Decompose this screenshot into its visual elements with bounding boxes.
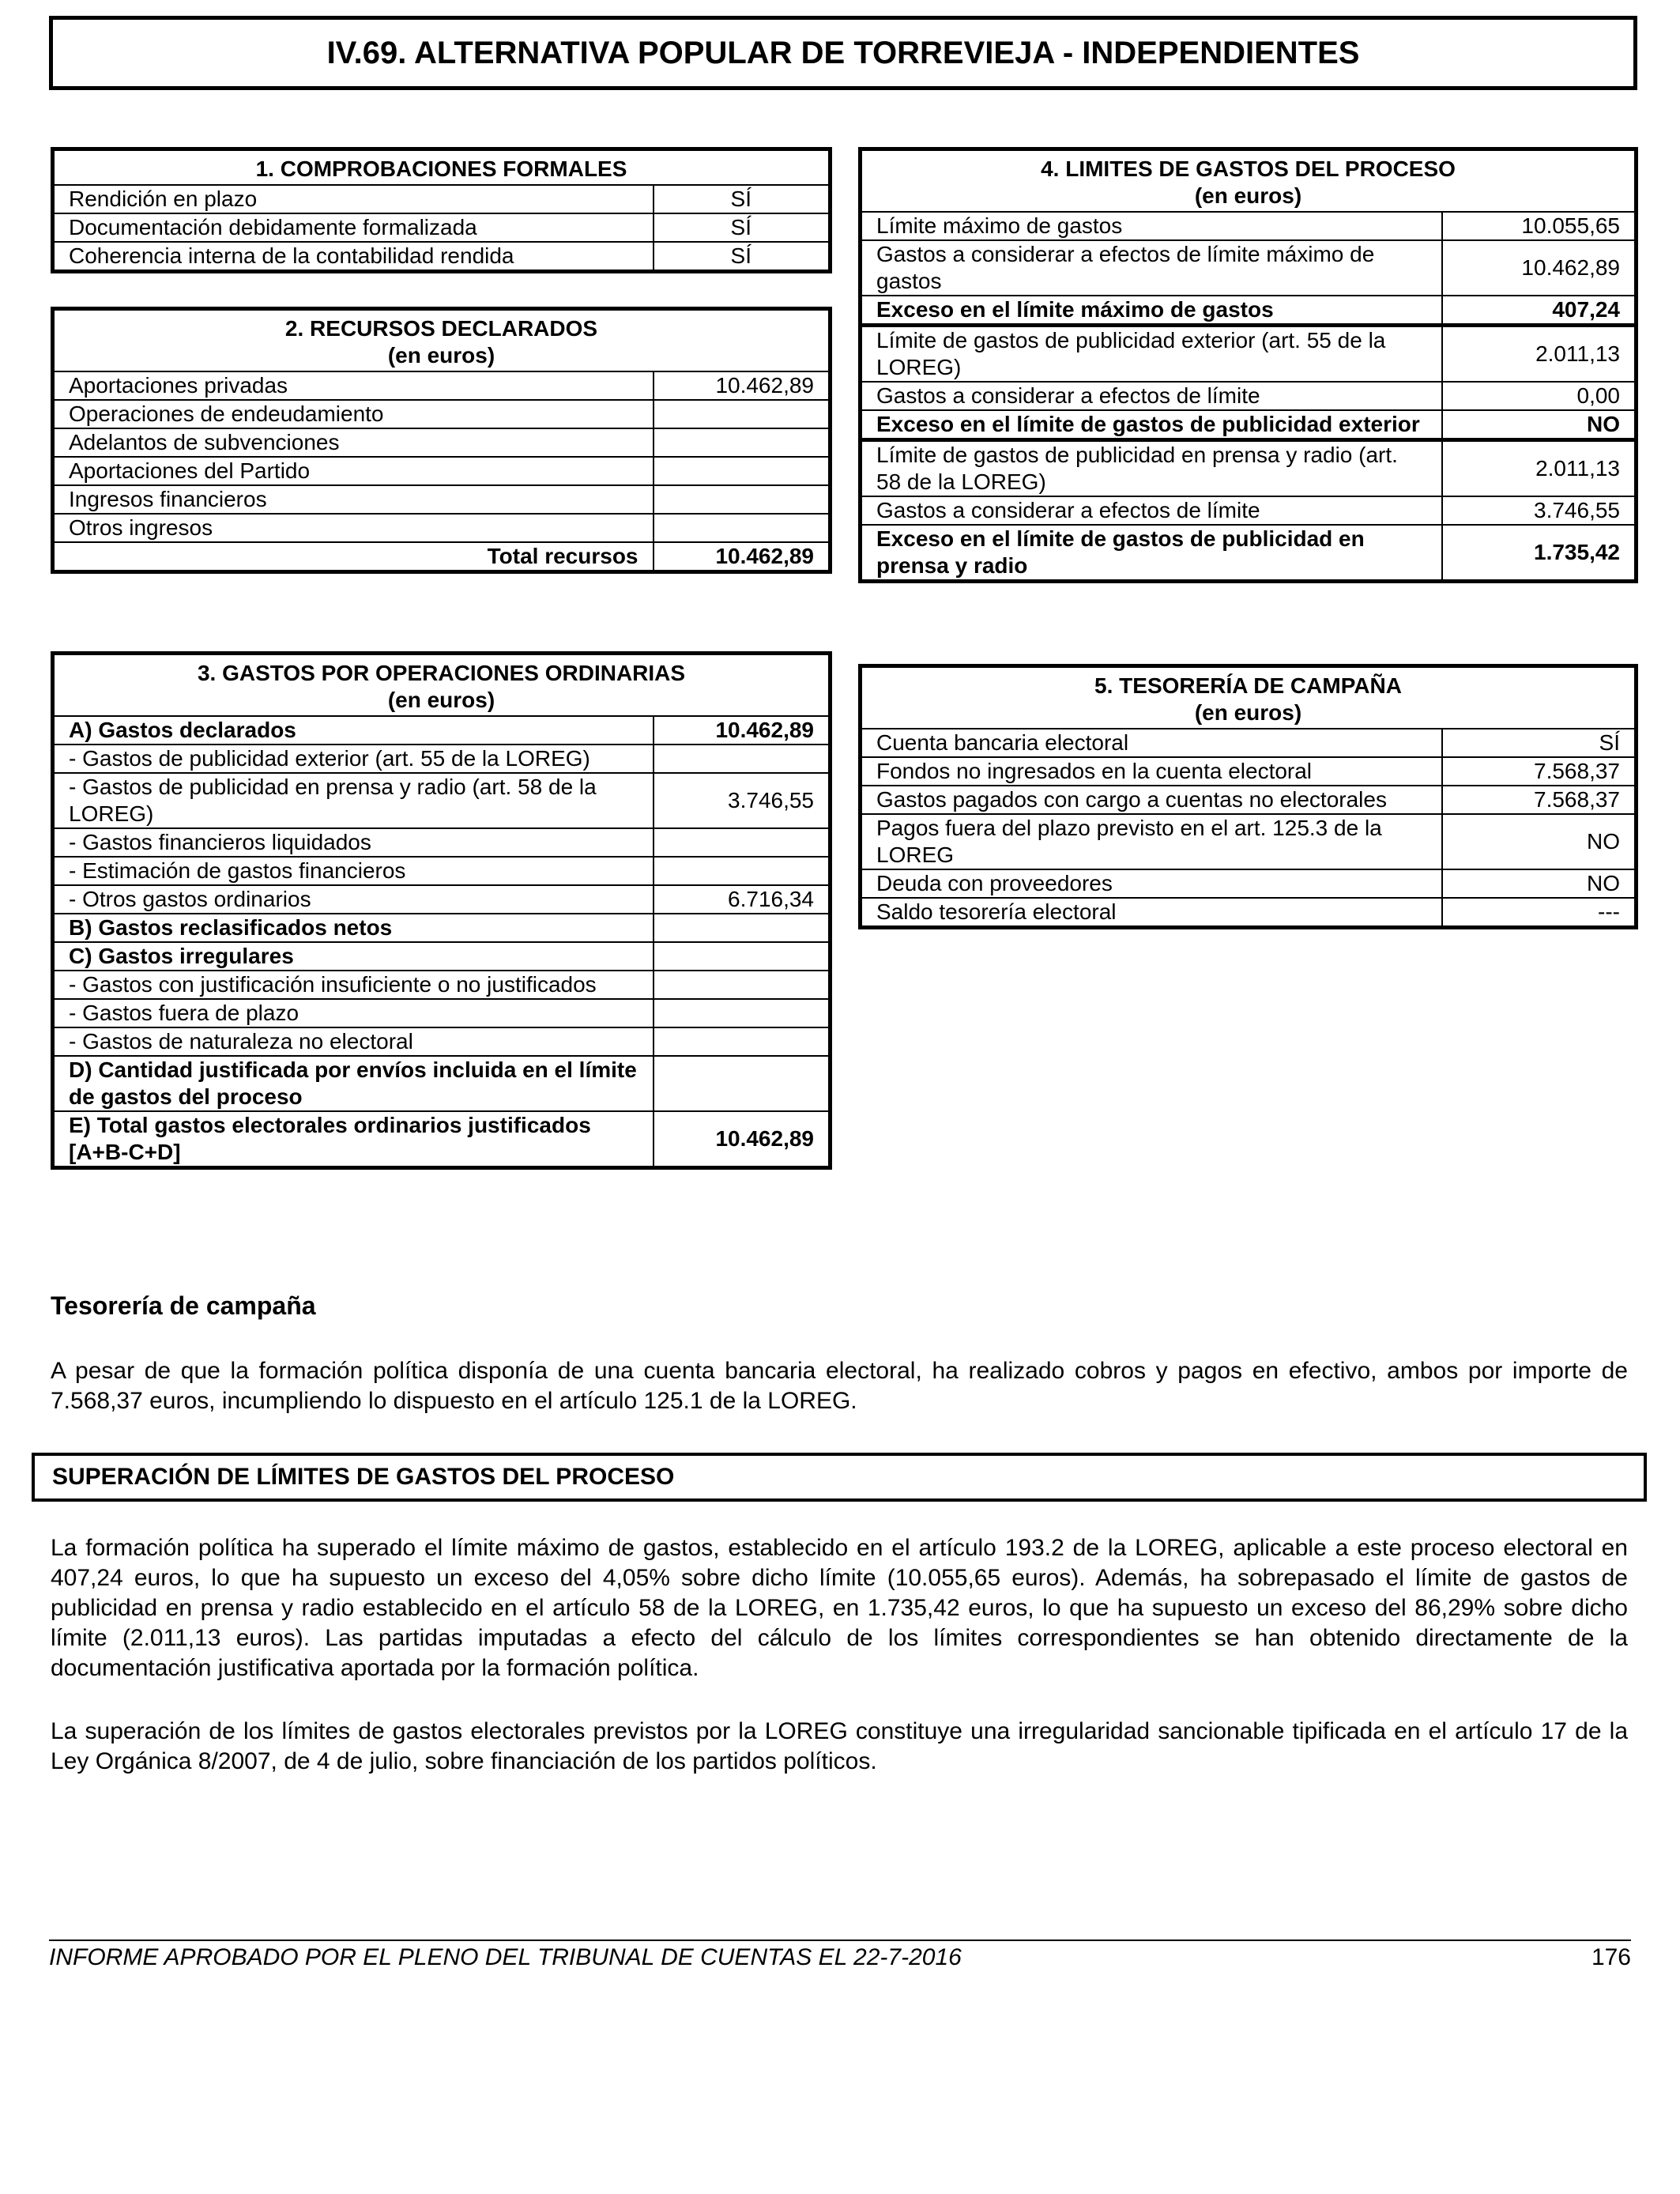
superacion-heading: SUPERACIÓN DE LÍMITES DE GASTOS DEL PROCESO — [32, 1453, 1647, 1502]
table-row — [53, 1027, 831, 1056]
footer-divider — [49, 1940, 1631, 1941]
row-value: 10.462,89 — [654, 1111, 831, 1168]
table-row — [53, 885, 831, 914]
row-label: Rendición en plazo — [53, 185, 654, 213]
table-row — [53, 1056, 831, 1111]
row-label: Gastos pagados con cargo a cuentas no electorales — [861, 786, 1442, 814]
row-value: SÍ — [654, 185, 831, 213]
row-label: - Gastos financieros liquidados — [53, 828, 654, 857]
row-value — [654, 1056, 831, 1111]
row-label: C) Gastos irregulares — [53, 942, 654, 971]
table-row — [53, 213, 831, 242]
table-row — [53, 971, 831, 999]
row-value — [654, 914, 831, 942]
row-value: 10.462,89 — [1442, 240, 1637, 296]
row-label: D) Cantidad justificada por envíos incluida en el límite de gastos del proceso — [53, 1056, 654, 1111]
table-row — [53, 485, 831, 514]
row-value: 10.462,89 — [654, 371, 831, 400]
table-row — [861, 410, 1637, 440]
table-row — [861, 814, 1637, 869]
superacion-paragraph-1: La formación política ha superado el límite máximo de gastos, establecido en el artículo 193.2 de la LOREG, aplicable a este proceso electoral en 407,24 euros, lo que ha supuesto un exceso del 4,05% sobre dicho límite (10.055,65 euros). Además, ha sobrepasado el límite de gastos de publicidad en prensa y radio establecido en el artículo 58 de la LOREG, en 1.735,42 euros, lo que ha supuesto un exceso del 86,29% sobre dicho límite (2.011,13 euros). Las partidas imputadas a efecto del cálculo de los límites correspondientes se han obtenido directamente de la documentación justificativa aportada por la formación política. — [51, 1535, 1628, 1681]
row-label: Operaciones de endeudamiento — [53, 400, 654, 428]
row-label: E) Total gastos electorales ordinarios justificados [A+B-C+D] — [53, 1111, 654, 1168]
table-row — [53, 999, 831, 1027]
table-row — [53, 942, 831, 971]
row-value: --- — [1442, 898, 1637, 928]
row-label: Ingresos financieros — [53, 485, 654, 514]
table-recursos-declarados — [51, 307, 832, 574]
row-value: NO — [1442, 814, 1637, 869]
total-value: 10.462,89 — [654, 542, 831, 572]
row-value — [654, 457, 831, 485]
row-value: NO — [1442, 410, 1637, 440]
table-gastos-ordinarios — [51, 651, 832, 1170]
table-total-row — [53, 542, 831, 572]
row-value: 1.735,42 — [1442, 525, 1637, 582]
table-row — [53, 457, 831, 485]
row-value — [654, 857, 831, 885]
table-row — [53, 773, 831, 828]
page-title: IV.69. ALTERNATIVA POPULAR DE TORREVIEJA - INDEPENDIENTES — [49, 16, 1637, 90]
row-label: Otros ingresos — [53, 514, 654, 542]
table-row — [53, 745, 831, 773]
row-value: SÍ — [654, 242, 831, 272]
row-label: Gastos a considerar a efectos de límite — [861, 496, 1442, 525]
row-value — [654, 400, 831, 428]
row-value: 0,00 — [1442, 382, 1637, 410]
row-label: Adelantos de subvenciones — [53, 428, 654, 457]
table-row — [861, 869, 1637, 898]
total-label: Total recursos — [53, 542, 654, 572]
row-value: 407,24 — [1442, 296, 1637, 326]
row-label: Exceso en el límite máximo de gastos — [861, 296, 1442, 326]
table-row — [861, 296, 1637, 326]
row-value: 7.568,37 — [1442, 757, 1637, 786]
table-row — [53, 428, 831, 457]
row-value — [654, 428, 831, 457]
table-row — [53, 1111, 831, 1168]
row-value: 3.746,55 — [1442, 496, 1637, 525]
superacion-paragraph-2: La superación de los límites de gastos electorales previstos por la LOREG constituye una irregularidad sancionable tipificada en el artículo 17 de la Ley Orgánica 8/2007, de 4 de julio, sobre financiación de los partidos políticos. — [51, 1718, 1628, 1774]
footer — [49, 1944, 1631, 1971]
row-label: - Gastos con justificación insuficiente o no justificados — [53, 971, 654, 999]
table-header: 3. GASTOS POR OPERACIONES ORDINARIAS (en euros) — [53, 654, 831, 717]
row-value — [654, 999, 831, 1027]
row-label: - Gastos de publicidad en prensa y radio (art. 58 de la LOREG) — [53, 773, 654, 828]
table-row — [53, 514, 831, 542]
row-value: 2.011,13 — [1442, 326, 1637, 383]
table-row — [53, 185, 831, 213]
table-row — [53, 242, 831, 272]
table-limites-gastos — [858, 147, 1638, 583]
row-label: Documentación debidamente formalizada — [53, 213, 654, 242]
row-label: Exceso en el límite de gastos de publicidad exterior — [861, 410, 1442, 440]
row-value — [654, 942, 831, 971]
table-row — [861, 240, 1637, 296]
row-value — [654, 971, 831, 999]
row-label: Aportaciones del Partido — [53, 457, 654, 485]
table-row — [861, 729, 1637, 757]
row-label: Saldo tesorería electoral — [861, 898, 1442, 928]
row-label: Límite de gastos de publicidad exterior (art. 55 de la LOREG) — [861, 326, 1442, 383]
table-row — [53, 716, 831, 745]
page-number: 176 — [1591, 1944, 1631, 1970]
row-label: Gastos a considerar a efectos de límite máximo de gastos — [861, 240, 1442, 296]
table-row — [53, 828, 831, 857]
table-header: 4. LIMITES DE GASTOS DEL PROCESO (en euros) — [861, 149, 1637, 213]
table-row — [861, 757, 1637, 786]
footer-text: INFORME APROBADO POR EL PLENO DEL TRIBUNAL DE CUENTAS EL 22-7-2016 — [49, 1944, 962, 1970]
row-label: - Otros gastos ordinarios — [53, 885, 654, 914]
row-label: - Gastos fuera de plazo — [53, 999, 654, 1027]
table-row — [861, 525, 1637, 582]
row-value — [654, 514, 831, 542]
row-value: NO — [1442, 869, 1637, 898]
row-value: 7.568,37 — [1442, 786, 1637, 814]
table-comprobaciones-formales — [51, 147, 832, 273]
table-header: 1. COMPROBACIONES FORMALES — [53, 149, 831, 186]
table-row — [861, 382, 1637, 410]
row-label: - Gastos de naturaleza no electoral — [53, 1027, 654, 1056]
row-value — [654, 828, 831, 857]
row-label: Deuda con proveedores — [861, 869, 1442, 898]
row-label: Pagos fuera del plazo previsto en el art. 125.3 de la LOREG — [861, 814, 1442, 869]
row-label: Límite máximo de gastos — [861, 212, 1442, 240]
row-value: 3.746,55 — [654, 773, 831, 828]
table-tesoreria-campana — [858, 664, 1638, 929]
table-row — [861, 440, 1637, 497]
row-value: SÍ — [1442, 729, 1637, 757]
table-row — [861, 212, 1637, 240]
row-value: 10.055,65 — [1442, 212, 1637, 240]
row-value — [654, 1027, 831, 1056]
table-row — [861, 326, 1637, 383]
table-header: 2. RECURSOS DECLARADOS (en euros) — [53, 309, 831, 372]
table-header: 5. TESORERÍA DE CAMPAÑA (en euros) — [861, 666, 1637, 729]
table-row — [53, 400, 831, 428]
row-value: 10.462,89 — [654, 716, 831, 745]
row-value — [654, 485, 831, 514]
row-label: - Gastos de publicidad exterior (art. 55 de la LOREG) — [53, 745, 654, 773]
row-value: 6.716,34 — [654, 885, 831, 914]
row-label: Cuenta bancaria electoral — [861, 729, 1442, 757]
row-label: A) Gastos declarados — [53, 716, 654, 745]
table-row — [861, 786, 1637, 814]
row-label: Coherencia interna de la contabilidad rendida — [53, 242, 654, 272]
row-label: Fondos no ingresados en la cuenta electoral — [861, 757, 1442, 786]
table-row — [861, 898, 1637, 928]
row-label: Exceso en el límite de gastos de publicidad en prensa y radio — [861, 525, 1442, 582]
table-row — [53, 857, 831, 885]
row-label: - Estimación de gastos financieros — [53, 857, 654, 885]
row-label: Límite de gastos de publicidad en prensa y radio (art. 58 de la LOREG) — [861, 440, 1442, 497]
tesoreria-paragraph: A pesar de que la formación política disponía de una cuenta bancaria electoral, ha realizado cobros y pagos en efectivo, ambos por importe de 7.568,37 euros, incumpliendo lo dispuesto en el artículo 125.1 de la LOREG. — [51, 1358, 1628, 1414]
row-value — [654, 745, 831, 773]
tesoreria-heading: Tesorería de campaña — [51, 1291, 316, 1320]
table-row — [53, 914, 831, 942]
table-row — [53, 371, 831, 400]
row-label: Aportaciones privadas — [53, 371, 654, 400]
row-value: SÍ — [654, 213, 831, 242]
table-row — [861, 496, 1637, 525]
row-label: B) Gastos reclasificados netos — [53, 914, 654, 942]
row-value: 2.011,13 — [1442, 440, 1637, 497]
row-label: Gastos a considerar a efectos de límite — [861, 382, 1442, 410]
